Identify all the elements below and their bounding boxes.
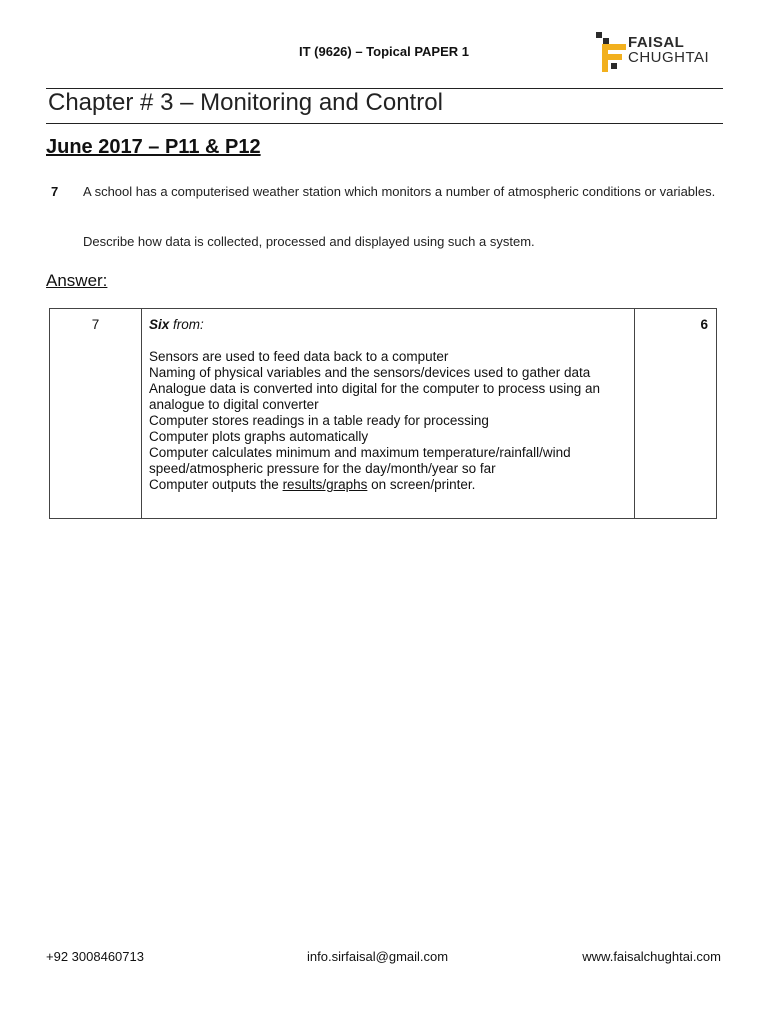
answer-point: Analogue data is converted into digital for the computer to process using an analogue to digital converter [148,381,601,412]
table-row [50,309,717,519]
answer-label: Answer: [46,271,108,290]
brand-logo [594,28,754,76]
answer-point: Computer plots graphs automatically [148,429,369,444]
session-heading: June 2017 – P11 & P12 [46,136,261,158]
answer-point-last [149,477,627,493]
answer-point: Sensors are used to feed data back to a computer [148,349,449,364]
mark-scheme-table [49,308,717,519]
answer-question-number: 7 [50,309,142,519]
logo-line-2: CHUGHTAI [628,49,710,66]
answer-point-last-pre: Computer outputs the [148,477,283,492]
answer-point: Naming of physical variables and the sensors/devices used to gather data [148,365,591,380]
answer-intro-bold: Six [148,317,170,332]
question-instruction: Describe how data is collected, processed and displayed using such a system. [83,234,535,249]
answer-point-last-underlined: results/graphs [282,477,368,492]
answer-marks: 6 [635,309,717,519]
answer-point: Computer stores readings in a table ready for processing [148,413,489,428]
footer-website[interactable]: www.faisalchughtai.com [582,949,721,964]
question-text: A school has a computerised weather station which monitors a number of atmospheric conditions or variables. [83,184,716,199]
logo-line-1: FAISAL [628,34,685,51]
header-title: IT (9626) – Topical PAPER 1 [298,44,469,59]
logo-mark-icon [594,28,628,76]
footer-phone: +92 3008460713 [46,949,144,964]
header-rule-bottom [46,123,723,124]
chapter-title: Chapter # 3 – Monitoring and Control [48,89,443,116]
answer-point-last-post: on screen/printer. [367,477,476,492]
answer-intro [149,317,627,333]
answer-intro-rest: from: [169,317,204,332]
question-number: 7 [51,184,59,199]
footer-email[interactable]: info.sirfaisal@gmail.com [307,949,449,964]
answer-body [141,309,634,519]
answer-point: Computer calculates minimum and maximum temperature/rainfall/wind speed/atmospheric pressure for the day/month/year so far [148,445,571,476]
